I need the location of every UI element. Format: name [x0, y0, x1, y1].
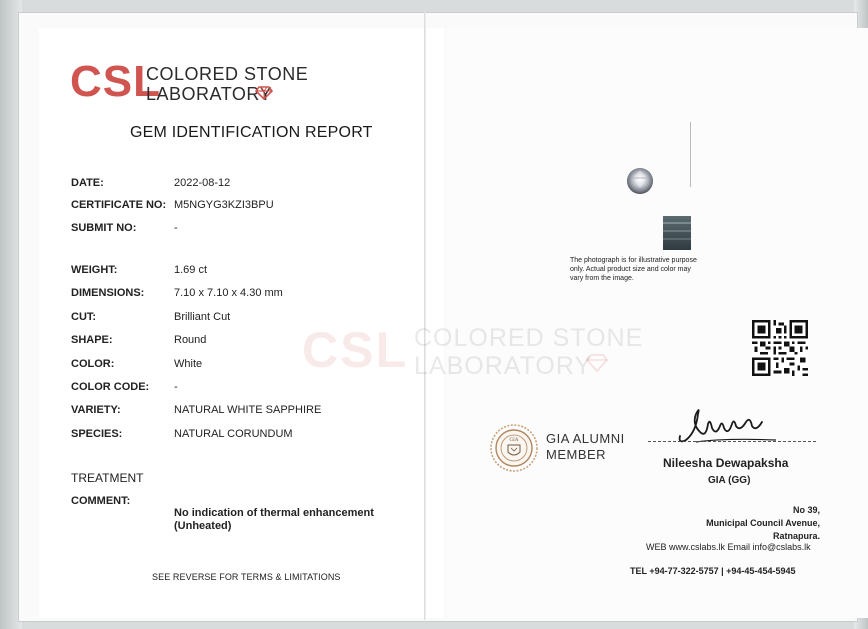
gia-alumni-line-1: GIA ALUMNI — [546, 431, 625, 446]
signature-line — [648, 441, 816, 442]
comment-label: COMMENT: — [71, 495, 131, 507]
qr-code-icon[interactable] — [752, 320, 808, 376]
weight-value: 1.69 ct — [174, 264, 208, 276]
logo-line-1: COLORED STONE — [146, 64, 309, 84]
variety-label: VARIETY: — [71, 404, 121, 416]
gia-alumni-line-2: MEMBER — [546, 447, 607, 462]
submit-no-value: - — [174, 222, 178, 234]
submit-no-label: SUBMIT NO: — [71, 222, 137, 234]
signer-name: Nileesha Dewapaksha — [663, 456, 789, 470]
photo-disclaimer — [570, 256, 720, 283]
comment-value — [174, 507, 404, 533]
weight-label: WEIGHT: — [71, 264, 118, 276]
species-value: NATURAL CORUNDUM — [174, 428, 293, 440]
watermark-diamond-icon — [586, 354, 608, 372]
gia-seal-text: GIA — [509, 438, 519, 443]
address-line-2: Municipal Council Avenue, — [706, 518, 820, 528]
date-value: 2022-08-12 — [174, 177, 231, 189]
cut-label: CUT: — [71, 311, 97, 323]
color-code-value: - — [174, 381, 178, 393]
diamond-icon — [255, 86, 273, 100]
species-label: SPECIES: — [71, 428, 123, 440]
web-email-line[interactable]: WEB www.cslabs.lk Email info@cslabs.lk — [646, 542, 811, 552]
shape-label: SHAPE: — [71, 334, 113, 346]
watermark-line-1: COLORED STONE — [414, 324, 644, 352]
watermark-line-2: LABORATORY — [414, 352, 593, 380]
dimensions-label: DIMENSIONS: — [71, 287, 145, 299]
dimensions-value: 7.10 x 7.10 x 4.30 mm — [174, 287, 283, 299]
address-line-3: Ratnapura. — [772, 531, 820, 541]
comment-line-1: No indication of thermal enhancement — [174, 507, 374, 519]
gia-alumni-seal-icon — [490, 424, 538, 472]
watermark-mark: CSL — [302, 322, 408, 378]
comment-line-2: (Unheated) — [174, 520, 232, 532]
logo-line-2: LABORATORY — [146, 84, 273, 104]
color-value: White — [174, 358, 203, 370]
photo-disclaimer-line-3: vary from the image. — [570, 275, 634, 282]
reverse-note: SEE REVERSE FOR TERMS & LIMITATIONS — [152, 572, 341, 582]
telephone-line: TEL +94-77-322-5757 | +94-45-454-5945 — [630, 566, 796, 576]
gem-photo — [589, 122, 691, 250]
signer-title: GIA (GG) — [708, 475, 751, 486]
certificate-no-label: CERTIFICATE NO: — [71, 199, 167, 211]
photo-disclaimer-line-2: only. Actual product size and color may — [570, 266, 691, 273]
cut-value: Brilliant Cut — [174, 311, 231, 323]
treatment-label: TREATMENT — [71, 471, 144, 485]
date-label: DATE: — [71, 177, 104, 189]
photo-disclaimer-line-1: The photograph is for illustrative purpose — [570, 257, 697, 264]
address-line-1: No 39, — [792, 505, 820, 515]
shape-value: Round — [174, 334, 207, 346]
logo-mark: CSL — [70, 57, 161, 106]
report-title: GEM IDENTIFICATION REPORT — [130, 124, 373, 141]
variety-value: NATURAL WHITE SAPPHIRE — [174, 404, 322, 416]
color-label: COLOR: — [71, 358, 115, 370]
fold-line — [424, 12, 426, 620]
color-code-label: COLOR CODE: — [71, 381, 150, 393]
signature-icon — [676, 402, 786, 446]
certificate-no-value: M5NGYG3KZI3BPU — [174, 199, 274, 211]
